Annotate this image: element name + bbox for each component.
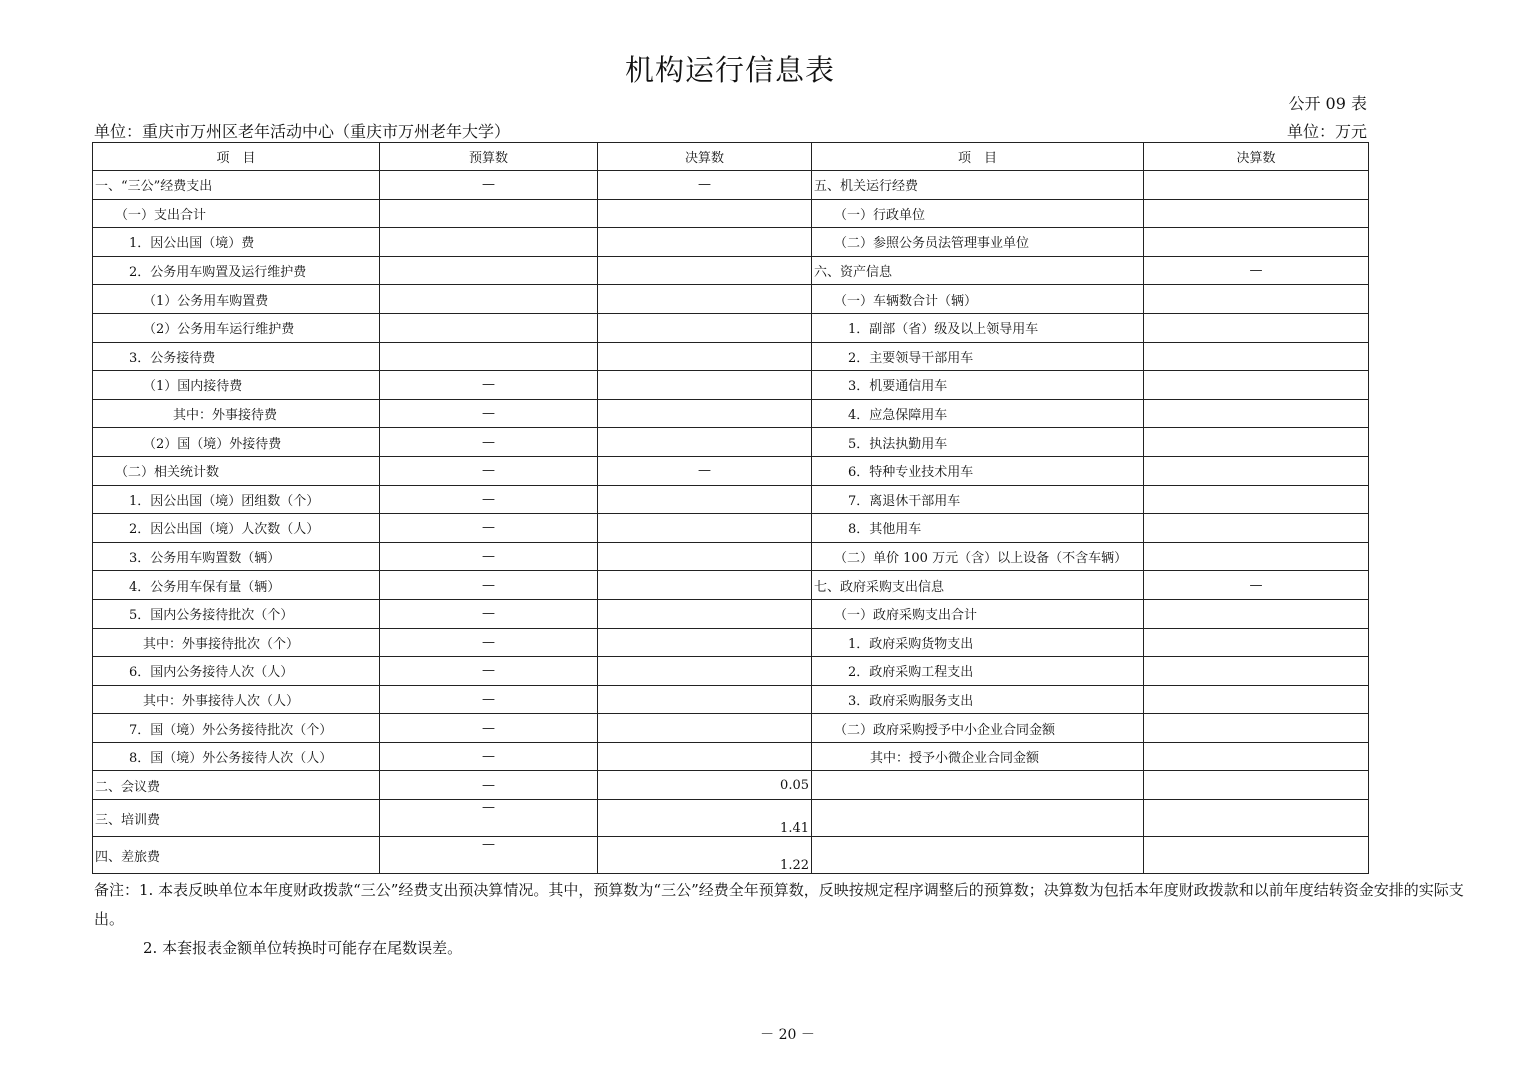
right-final-cell bbox=[1144, 742, 1369, 771]
final-cell bbox=[598, 542, 812, 571]
budget-cell: — bbox=[380, 456, 598, 485]
right-final-cell bbox=[1144, 542, 1369, 571]
right-final-cell bbox=[1144, 837, 1369, 874]
right-final-cell bbox=[1144, 628, 1369, 657]
row-label: 其中：外事接待人次（人） bbox=[93, 685, 380, 714]
right-final-cell bbox=[1144, 714, 1369, 743]
budget-cell bbox=[380, 285, 598, 314]
final-cell bbox=[598, 228, 812, 257]
right-final-cell bbox=[1144, 800, 1369, 837]
row-label: （2）公务用车运行维护费 bbox=[93, 313, 380, 342]
table-row bbox=[93, 428, 1369, 457]
page-number: － 20 － bbox=[760, 1027, 815, 1043]
final-cell bbox=[598, 256, 812, 285]
right-row-label: 2．主要领导干部用车 bbox=[812, 342, 1144, 371]
budget-cell: — bbox=[380, 171, 598, 200]
budget-cell: — bbox=[380, 714, 598, 743]
final-cell bbox=[598, 342, 812, 371]
institution-operation-table bbox=[92, 142, 1369, 874]
right-final-cell bbox=[1144, 599, 1369, 628]
right-row-label: 1．副部（省）级及以上领导用车 bbox=[812, 313, 1144, 342]
final-cell: 1.22 bbox=[598, 837, 812, 874]
row-label: 3．公务接待费 bbox=[93, 342, 380, 371]
right-row-label: （二）单价 100 万元（含）以上设备（不含车辆） bbox=[812, 542, 1144, 571]
final-cell bbox=[598, 371, 812, 400]
right-row-label: 六、资产信息 bbox=[812, 256, 1144, 285]
row-label: 2．因公出国（境）人次数（人） bbox=[93, 514, 380, 543]
row-label: 1．因公出国（境）费 bbox=[93, 228, 380, 257]
right-final-cell bbox=[1144, 342, 1369, 371]
row-label: 8．国（境）外公务接待人次（人） bbox=[93, 742, 380, 771]
table-header-row bbox=[93, 143, 1369, 171]
form-number: 公开 09 表 bbox=[1288, 94, 1367, 113]
final-cell: — bbox=[598, 456, 812, 485]
header-final-left: 决算数 bbox=[598, 143, 812, 171]
right-row-label: 8．其他用车 bbox=[812, 514, 1144, 543]
row-label: 6．国内公务接待人次（人） bbox=[93, 657, 380, 686]
table-row bbox=[93, 571, 1369, 600]
budget-cell: — bbox=[380, 399, 598, 428]
right-row-label: （二）政府采购授予中小企业合同金额 bbox=[812, 714, 1144, 743]
budget-cell: — bbox=[380, 628, 598, 657]
table-row bbox=[93, 837, 1369, 874]
row-label: 其中：外事接待批次（个） bbox=[93, 628, 380, 657]
budget-cell bbox=[380, 228, 598, 257]
right-final-cell bbox=[1144, 685, 1369, 714]
row-label: 其中：外事接待费 bbox=[93, 399, 380, 428]
right-row-label: 七、政府采购支出信息 bbox=[812, 571, 1144, 600]
right-final-cell bbox=[1144, 228, 1369, 257]
right-row-label: 1．政府采购货物支出 bbox=[812, 628, 1144, 657]
right-final-cell bbox=[1144, 171, 1369, 200]
table-row bbox=[93, 714, 1369, 743]
row-label: 2．公务用车购置及运行维护费 bbox=[93, 256, 380, 285]
final-cell: — bbox=[598, 171, 812, 200]
table-row bbox=[93, 685, 1369, 714]
table-row bbox=[93, 199, 1369, 228]
row-label: 4．公务用车保有量（辆） bbox=[93, 571, 380, 600]
right-final-cell bbox=[1144, 371, 1369, 400]
right-row-label bbox=[812, 800, 1144, 837]
budget-cell: — bbox=[380, 742, 598, 771]
final-cell bbox=[598, 485, 812, 514]
right-row-label: 3．政府采购服务支出 bbox=[812, 685, 1144, 714]
page-title: 机构运行信息表 bbox=[624, 53, 835, 87]
table-row bbox=[93, 657, 1369, 686]
final-cell bbox=[598, 313, 812, 342]
table-row bbox=[93, 342, 1369, 371]
right-row-label bbox=[812, 837, 1144, 874]
right-row-label: 4．应急保障用车 bbox=[812, 399, 1144, 428]
table-row bbox=[93, 313, 1369, 342]
right-row-label bbox=[812, 771, 1144, 800]
final-cell bbox=[598, 714, 812, 743]
budget-cell: — bbox=[380, 485, 598, 514]
final-cell: 0.05 bbox=[598, 771, 812, 800]
final-cell bbox=[598, 199, 812, 228]
header-item-right: 项 目 bbox=[812, 143, 1144, 171]
table-row bbox=[93, 599, 1369, 628]
row-label: 二、会议费 bbox=[93, 771, 380, 800]
currency-unit: 单位：万元 bbox=[1286, 122, 1367, 141]
table-row bbox=[93, 742, 1369, 771]
right-final-cell bbox=[1144, 456, 1369, 485]
right-row-label: 其中：授予小微企业合同金额 bbox=[812, 742, 1144, 771]
budget-cell: — bbox=[380, 599, 598, 628]
table-row bbox=[93, 628, 1369, 657]
table-row bbox=[93, 371, 1369, 400]
final-cell bbox=[598, 428, 812, 457]
table-row bbox=[93, 171, 1369, 200]
table-row bbox=[93, 542, 1369, 571]
table-row bbox=[93, 228, 1369, 257]
right-row-label: （一）行政单位 bbox=[812, 199, 1144, 228]
final-cell bbox=[598, 628, 812, 657]
budget-cell bbox=[380, 199, 598, 228]
right-row-label: （一）政府采购支出合计 bbox=[812, 599, 1144, 628]
final-cell bbox=[598, 685, 812, 714]
row-label: （1）国内接待费 bbox=[93, 371, 380, 400]
right-row-label: 2．政府采购工程支出 bbox=[812, 657, 1144, 686]
row-label: （二）相关统计数 bbox=[93, 456, 380, 485]
row-label: 三、培训费 bbox=[93, 800, 380, 837]
right-final-cell bbox=[1144, 657, 1369, 686]
budget-cell bbox=[380, 342, 598, 371]
right-row-label: （一）车辆数合计（辆） bbox=[812, 285, 1144, 314]
budget-cell: — bbox=[380, 571, 598, 600]
budget-cell: — bbox=[380, 428, 598, 457]
final-cell bbox=[598, 742, 812, 771]
budget-cell: — bbox=[380, 837, 598, 874]
table-row bbox=[93, 771, 1369, 800]
budget-cell: — bbox=[380, 685, 598, 714]
table-row bbox=[93, 485, 1369, 514]
right-row-label: 3．机要通信用车 bbox=[812, 371, 1144, 400]
table-row bbox=[93, 256, 1369, 285]
right-row-label: 5．执法执勤用车 bbox=[812, 428, 1144, 457]
header-item-left: 项 目 bbox=[93, 143, 380, 171]
budget-cell bbox=[380, 313, 598, 342]
budget-cell bbox=[380, 256, 598, 285]
row-label: 5．国内公务接待批次（个） bbox=[93, 599, 380, 628]
notes-section bbox=[94, 876, 1484, 963]
budget-cell: — bbox=[380, 771, 598, 800]
row-label: 四、差旅费 bbox=[93, 837, 380, 874]
note-line-2: 2. 本套报表金额单位转换时可能存在尾数误差。 bbox=[143, 939, 463, 957]
table-row bbox=[93, 285, 1369, 314]
final-cell bbox=[598, 285, 812, 314]
final-cell bbox=[598, 399, 812, 428]
budget-cell: — bbox=[380, 371, 598, 400]
row-label: 一、“三公”经费支出 bbox=[93, 171, 380, 200]
table-row bbox=[93, 456, 1369, 485]
final-cell bbox=[598, 657, 812, 686]
right-row-label: （二）参照公务员法管理事业单位 bbox=[812, 228, 1144, 257]
final-cell: 1.41 bbox=[598, 800, 812, 837]
final-cell bbox=[598, 599, 812, 628]
right-row-label: 6．特种专业技术用车 bbox=[812, 456, 1144, 485]
right-final-cell bbox=[1144, 199, 1369, 228]
right-final-cell: — bbox=[1144, 256, 1369, 285]
row-label: （1）公务用车购置费 bbox=[93, 285, 380, 314]
budget-cell: — bbox=[380, 657, 598, 686]
table-row bbox=[93, 514, 1369, 543]
reporting-unit: 单位：重庆市万州区老年活动中心（重庆市万州老年大学） bbox=[94, 122, 511, 141]
budget-cell: — bbox=[380, 800, 598, 837]
right-final-cell bbox=[1144, 514, 1369, 543]
right-final-cell bbox=[1144, 485, 1369, 514]
note-line-1: 备注：1. 本表反映单位本年度财政拨款“三公”经费支出预决算情况。其中，预算数为“三公”经费全年预算数，反映按规定程序调整后的预算数；决算数为包括本年度财政拨款和以前年度结转资金安排的实际支出。 bbox=[94, 881, 1464, 928]
table-row bbox=[93, 399, 1369, 428]
budget-cell: — bbox=[380, 542, 598, 571]
right-row-label: 五、机关运行经费 bbox=[812, 171, 1144, 200]
right-final-cell bbox=[1144, 428, 1369, 457]
right-final-cell: — bbox=[1144, 571, 1369, 600]
budget-cell: — bbox=[380, 514, 598, 543]
right-final-cell bbox=[1144, 399, 1369, 428]
row-label: 1．因公出国（境）团组数（个） bbox=[93, 485, 380, 514]
right-final-cell bbox=[1144, 313, 1369, 342]
final-cell bbox=[598, 571, 812, 600]
header-final-right: 决算数 bbox=[1144, 143, 1369, 171]
final-cell bbox=[598, 514, 812, 543]
right-final-cell bbox=[1144, 771, 1369, 800]
table-row bbox=[93, 800, 1369, 837]
row-label: 3．公务用车购置数（辆） bbox=[93, 542, 380, 571]
header-budget: 预算数 bbox=[380, 143, 598, 171]
row-label: 7．国（境）外公务接待批次（个） bbox=[93, 714, 380, 743]
row-label: （2）国（境）外接待费 bbox=[93, 428, 380, 457]
row-label: （一）支出合计 bbox=[93, 199, 380, 228]
right-final-cell bbox=[1144, 285, 1369, 314]
right-row-label: 7．离退休干部用车 bbox=[812, 485, 1144, 514]
